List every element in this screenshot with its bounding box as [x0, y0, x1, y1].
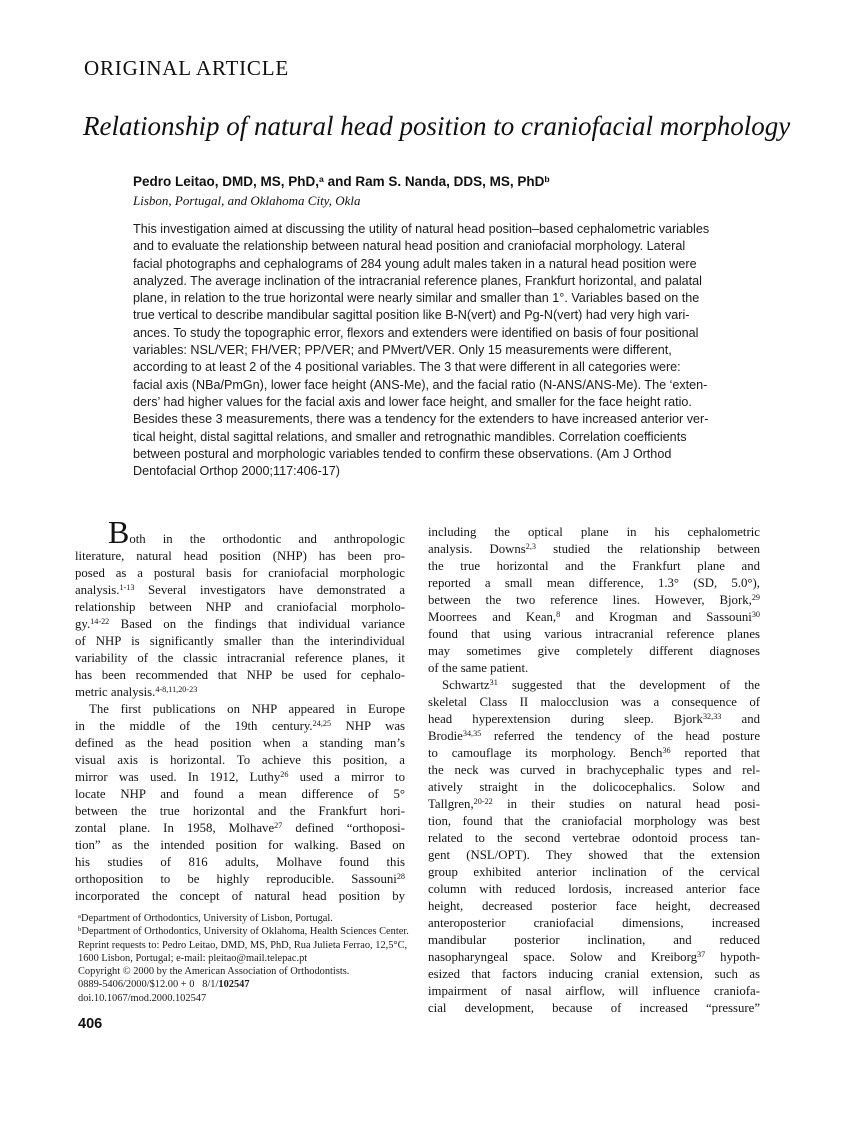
text-line: of NHP is significantly smaller than the interindividual — [75, 634, 405, 648]
text-line: cial development, because of increased “pressure” — [428, 1001, 760, 1015]
paragraph — [75, 701, 405, 905]
text-line: atively straight in the dolicocephalics. Solow and — [428, 780, 760, 794]
superscript: 30 — [751, 610, 760, 620]
body-column-left — [75, 514, 405, 905]
superscript: b — [78, 926, 82, 934]
superscript: 14-22 — [90, 617, 110, 627]
text-line: visual axis is horizontal. To achieve this position, a — [75, 753, 405, 767]
text-line: Tallgren,$^{20-22}$ in their studies on natural head posi- — [428, 797, 760, 811]
superscript: b — [544, 174, 550, 185]
text-line: defined as the head position when a standing man’s — [75, 736, 405, 750]
superscript: 26 — [280, 770, 289, 780]
text-line: the true horizontal and the Frankfurt plane and — [428, 559, 760, 573]
text-line: between the two reference lines. However, Bjork,$^{29}$ — [428, 593, 760, 607]
text-line: literature, natural head position (NHP) has been pro- — [75, 549, 405, 563]
text-line: $^a$Department of Orthodontics, University of Lisbon, Portugal. — [78, 913, 333, 924]
text-line: nasopharyngeal space. Solow and Kreiborg$^{37}$ hypoth- — [428, 950, 760, 964]
text-line: according to at least 2 of the 4 positional variables. The 3 that were different in all categories were: — [133, 360, 681, 375]
affiliation-line: Lisbon, Portugal, and Oklahoma City, Okla — [133, 193, 361, 208]
superscript: 27 — [274, 821, 283, 831]
text-line: impairment of nasal airflow, will influence craniofa- — [428, 984, 760, 998]
text-line: Schwartz$^{31}$ suggested that the development of the — [442, 678, 760, 692]
superscript: 31 — [489, 678, 498, 688]
text-line: tical height, distal sagittal relations, and smaller and retrognathic mandibles. Correlation coefficients — [133, 429, 687, 444]
text-line: variables: NSL/VER; FH/VER; PP/VER; and PMvert/VER. Only 15 measurements were different, — [133, 343, 672, 358]
text-line: facial photographs and cephalograms of 284 young adult males taken in a natural head position were — [133, 256, 697, 271]
superscript: 37 — [697, 950, 706, 960]
superscript: 20-22 — [473, 797, 493, 807]
text-line: mirror was used. In 1912, Luthy$^{26}$ used a mirror to — [75, 770, 405, 784]
paragraph — [428, 524, 760, 677]
text-line: his studies of 816 adults, Molhave found this — [75, 855, 405, 869]
text-line: ders’ had higher values for the facial axis and lower face height, and smaller for the face height ratio. — [133, 394, 692, 409]
text-line: 1600 Lisbon, Portugal; e-mail: pleitao@mail.telepac.pt — [78, 952, 308, 964]
text-line: Dentofacial Orthop 2000;117:406-17) — [133, 464, 341, 479]
text-line: true vertical to describe mandibular sagittal position like B-N(vert) and Pg-N(vert) had very high vari- — [133, 308, 690, 323]
text-line: This investigation aimed at discussing the utility of natural head position–based cephalometric variables — [133, 222, 710, 236]
text-line: found that using various intracranial reference planes — [428, 627, 760, 641]
text-line: incorporated the concept of natural head position by — [75, 889, 405, 903]
text-line: related to the second vertebrae odontoid process tan- — [428, 831, 760, 845]
text-line: tion” as the intended position for walking. Based on — [75, 838, 405, 852]
text-line: reported a small mean difference, 1.3° (SD, 5.0°), — [428, 576, 760, 590]
text-line: height, decreased posterior face height, decreased — [428, 899, 760, 913]
text-line: tion, found that the craniofacial morphology was best — [428, 814, 760, 828]
paragraph — [428, 677, 760, 1017]
abstract-block — [133, 221, 801, 480]
body-column-right — [428, 524, 760, 1017]
text-line: including the optical plane in his cephalometric — [428, 525, 760, 539]
text-line: Brodie$^{34,35}$ referred the tendency of the head posture — [428, 729, 760, 743]
text-line: gent (NSL/OPT). They showed that the extension — [428, 848, 760, 862]
text-line: anteroposterior craniofacial dimensions, increased — [428, 916, 760, 930]
text-line: esized that factors inducing cranial extension, such as — [428, 967, 760, 981]
superscript: 34,35 — [462, 729, 482, 739]
text-line: mandibular posterior inclination, and reduced — [428, 933, 760, 947]
superscript: 24,25 — [312, 719, 332, 729]
text-line: variability of the classic intracranial reference planes, it — [75, 651, 405, 665]
text-line: Both in the orthodontic and anthropologic — [108, 514, 405, 550]
text-line: to camouflage its morphology. Bench$^{36}$ reported that — [428, 746, 760, 760]
text-line: metric analysis.$^{4-8,11,20-23}$ — [75, 685, 198, 699]
drop-cap: B — [108, 514, 130, 550]
text-line: locate NHP and found a mean difference of 5° — [75, 787, 405, 801]
text-line: may sometimes give completely different diagnoses — [428, 644, 760, 658]
text-line: head hyperextension during sleep. Bjork$^{32,33}$ and — [428, 712, 760, 726]
authors-line: Pedro Leitao, DMD, MS, PhD,$^a$ and Ram S. Nanda, DDS, MS, PhD$^b$ — [133, 174, 550, 189]
text-line: gy.$^{14-22}$ Based on the findings that individual variance — [75, 617, 405, 631]
superscript: a — [319, 174, 324, 185]
text-line: orthoposition to be highly reproducible. Sassouni$^{28}$ — [75, 872, 405, 886]
text-line: ances. To study the topographic error, flexors and extenders were identified on basis of four positional — [133, 325, 699, 340]
text-line: Copyright © 2000 by the American Association of Orthodontists. — [78, 966, 350, 978]
text-line: Reprint requests to: Pedro Leitao, DMD, MS, PhD, Rua Julieta Ferrao, 12,5°C, — [78, 939, 408, 951]
text-line: has been recommended that NHP be used for cephalo- — [75, 668, 405, 682]
text-line: 0889-5406/2000/$12.00 + 0 8/1/102547 — [78, 979, 250, 991]
article-title: Relationship of natural head position to craniofacial morphology — [83, 111, 791, 141]
text-line: of the same patient. — [428, 661, 529, 675]
paragraph — [75, 514, 405, 701]
superscript: 32,33 — [702, 712, 722, 722]
text-line: $^b$Department of Orthodontics, University of Oklahoma, Health Sciences Center. — [78, 926, 409, 938]
text-line: in the middle of the 19th century.$^{24,25}$ NHP was — [75, 719, 405, 733]
text-line: doi.10.1067/mod.2000.102547 — [78, 992, 207, 1004]
page-number: 406 — [78, 1016, 103, 1032]
text-line: analyzed. The average inclination of the intracranial reference planes, Frankfurt horizontal, and palatal — [133, 273, 702, 288]
text-line: relationship between NHP and craniofacial morpholo- — [75, 600, 405, 614]
text-line: column with reduced lordosis, increased anterior face — [428, 882, 760, 896]
text-line: Besides these 3 measurements, there was a tendency for the extenders to have increased anterior ver- — [133, 412, 709, 427]
superscript: 28 — [396, 872, 405, 882]
text-line: between the true horizontal and the Frankfurt hori- — [75, 804, 405, 818]
text-line: Moorrees and Kean,$^8$ and Krogman and Sassouni$^{30}$ — [428, 610, 760, 624]
text-line: group exhibited anterior inclination of the cervical — [428, 865, 760, 879]
article-kicker: ORIGINAL ARTICLE — [84, 56, 289, 80]
superscript: 8 — [556, 610, 561, 620]
text-line: The first publications on NHP appeared in Europe — [89, 702, 405, 716]
text-line: analysis.$^{1-13}$ Several investigators have demonstrated a — [75, 583, 405, 597]
superscript: 36 — [662, 746, 671, 756]
text-line: the neck was curved in brachycephalic types and rel- — [428, 763, 760, 777]
text-line: zontal plane. In 1958, Molhave$^{27}$ defined “orthoposi- — [75, 821, 405, 835]
bold-text: 102547 — [218, 979, 250, 991]
text-line: analysis. Downs$^{2,3}$ studied the relationship between — [428, 542, 760, 556]
footnotes-block — [78, 912, 423, 1005]
superscript: 29 — [751, 593, 760, 603]
superscript: a — [78, 913, 81, 921]
superscript: 4-8,11,20-23 — [155, 685, 198, 695]
text-line: and to evaluate the relationship between natural head position and craniofacial morphology. Lateral — [133, 239, 686, 254]
text-line: plane, in relation to the true horizontal were nearly similar and smaller than 1°. Variables based on the — [133, 291, 700, 306]
superscript: 1-13 — [119, 583, 135, 593]
text-line: skeletal Class II malocclusion was a consequence of — [428, 695, 760, 709]
text-line: posed as a postural basis for craniofacial morphologic — [75, 566, 405, 580]
text-line: facial axis (NBa/PmGn), lower face height (ANS-Me), and the facial ratio (N-ANS/ANS-Me). The ‘exten- — [133, 377, 708, 392]
text-line: between postural and morphologic variables tended to confirm these observations. (Am J Orthod — [133, 446, 672, 461]
superscript: 2,3 — [525, 542, 537, 552]
